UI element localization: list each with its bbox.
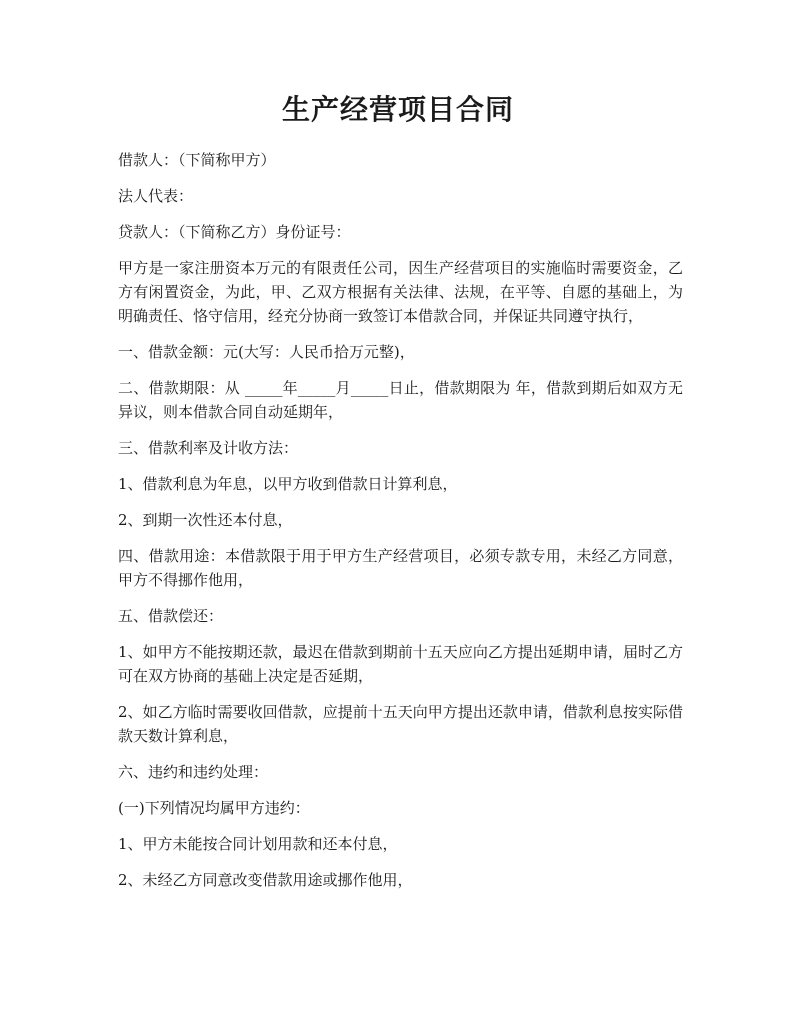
clause-repayment-heading: 五、借款偿还： [118,607,224,625]
clause-loan-amount: 一、借款金额：元(大写：人民币拾万元整)， [118,343,415,361]
document-body [118,148,683,904]
lender-line: 贷款人：（下简称乙方）身份证号： [118,223,351,241]
borrower-line: 借款人：（下简称甲方） [118,151,276,169]
legal-representative-line: 法人代表： [118,187,194,205]
preamble-paragraph: 甲方是一家注册资本万元的有限责任公司，因生产经营项目的实施临时需要资金，乙方有闲置资金，为此，甲、乙双方根据有关法律、法规，在平等、自愿的基础上，为明确责任、恪守信用，经充分协商一致签订本借款合同，并保证共同遵守执行， [118,259,683,325]
clause-interest-item-1: 1、借款利息为年息，以甲方收到借款日计算利息， [118,475,458,493]
clause-interest-item-2: 2、到期一次性还本付息， [118,511,293,529]
clause-breach-heading: 六、违约和违约处理： [118,763,269,781]
clause-breach-item-1: 1、甲方未能按合同计划用款和还本付息， [118,835,398,853]
document-title: 生产经营项目合同 [281,93,514,126]
clause-loan-purpose: 四、借款用途：本借款限于用于甲方生产经营项目，必须专款专用，未经乙方同意，甲方不得挪作他用， [118,547,683,589]
clause-interest-heading: 三、借款利率及计收方法： [118,439,299,457]
clause-breach-subheading: (一)下列情况均属甲方违约： [118,799,310,817]
clause-repayment-item-2: 2、如乙方临时需要收回借款，应提前十五天向甲方提出还款申请，借款利息按实际借款天数计算利息， [118,703,683,745]
clause-breach-item-2: 2、未经乙方同意改变借款用途或挪作他用， [118,871,413,889]
clause-repayment-item-1: 1、如甲方不能按期还款，最迟在借款到期前十五天应向乙方提出延期申请，届时乙方可在双方协商的基础上决定是否延期， [118,643,683,685]
clause-loan-term: 二、借款期限：从 _____年_____月_____日止，借款期限为 年，借款到期后如双方无异议，则本借款合同自动延期年， [118,379,683,421]
